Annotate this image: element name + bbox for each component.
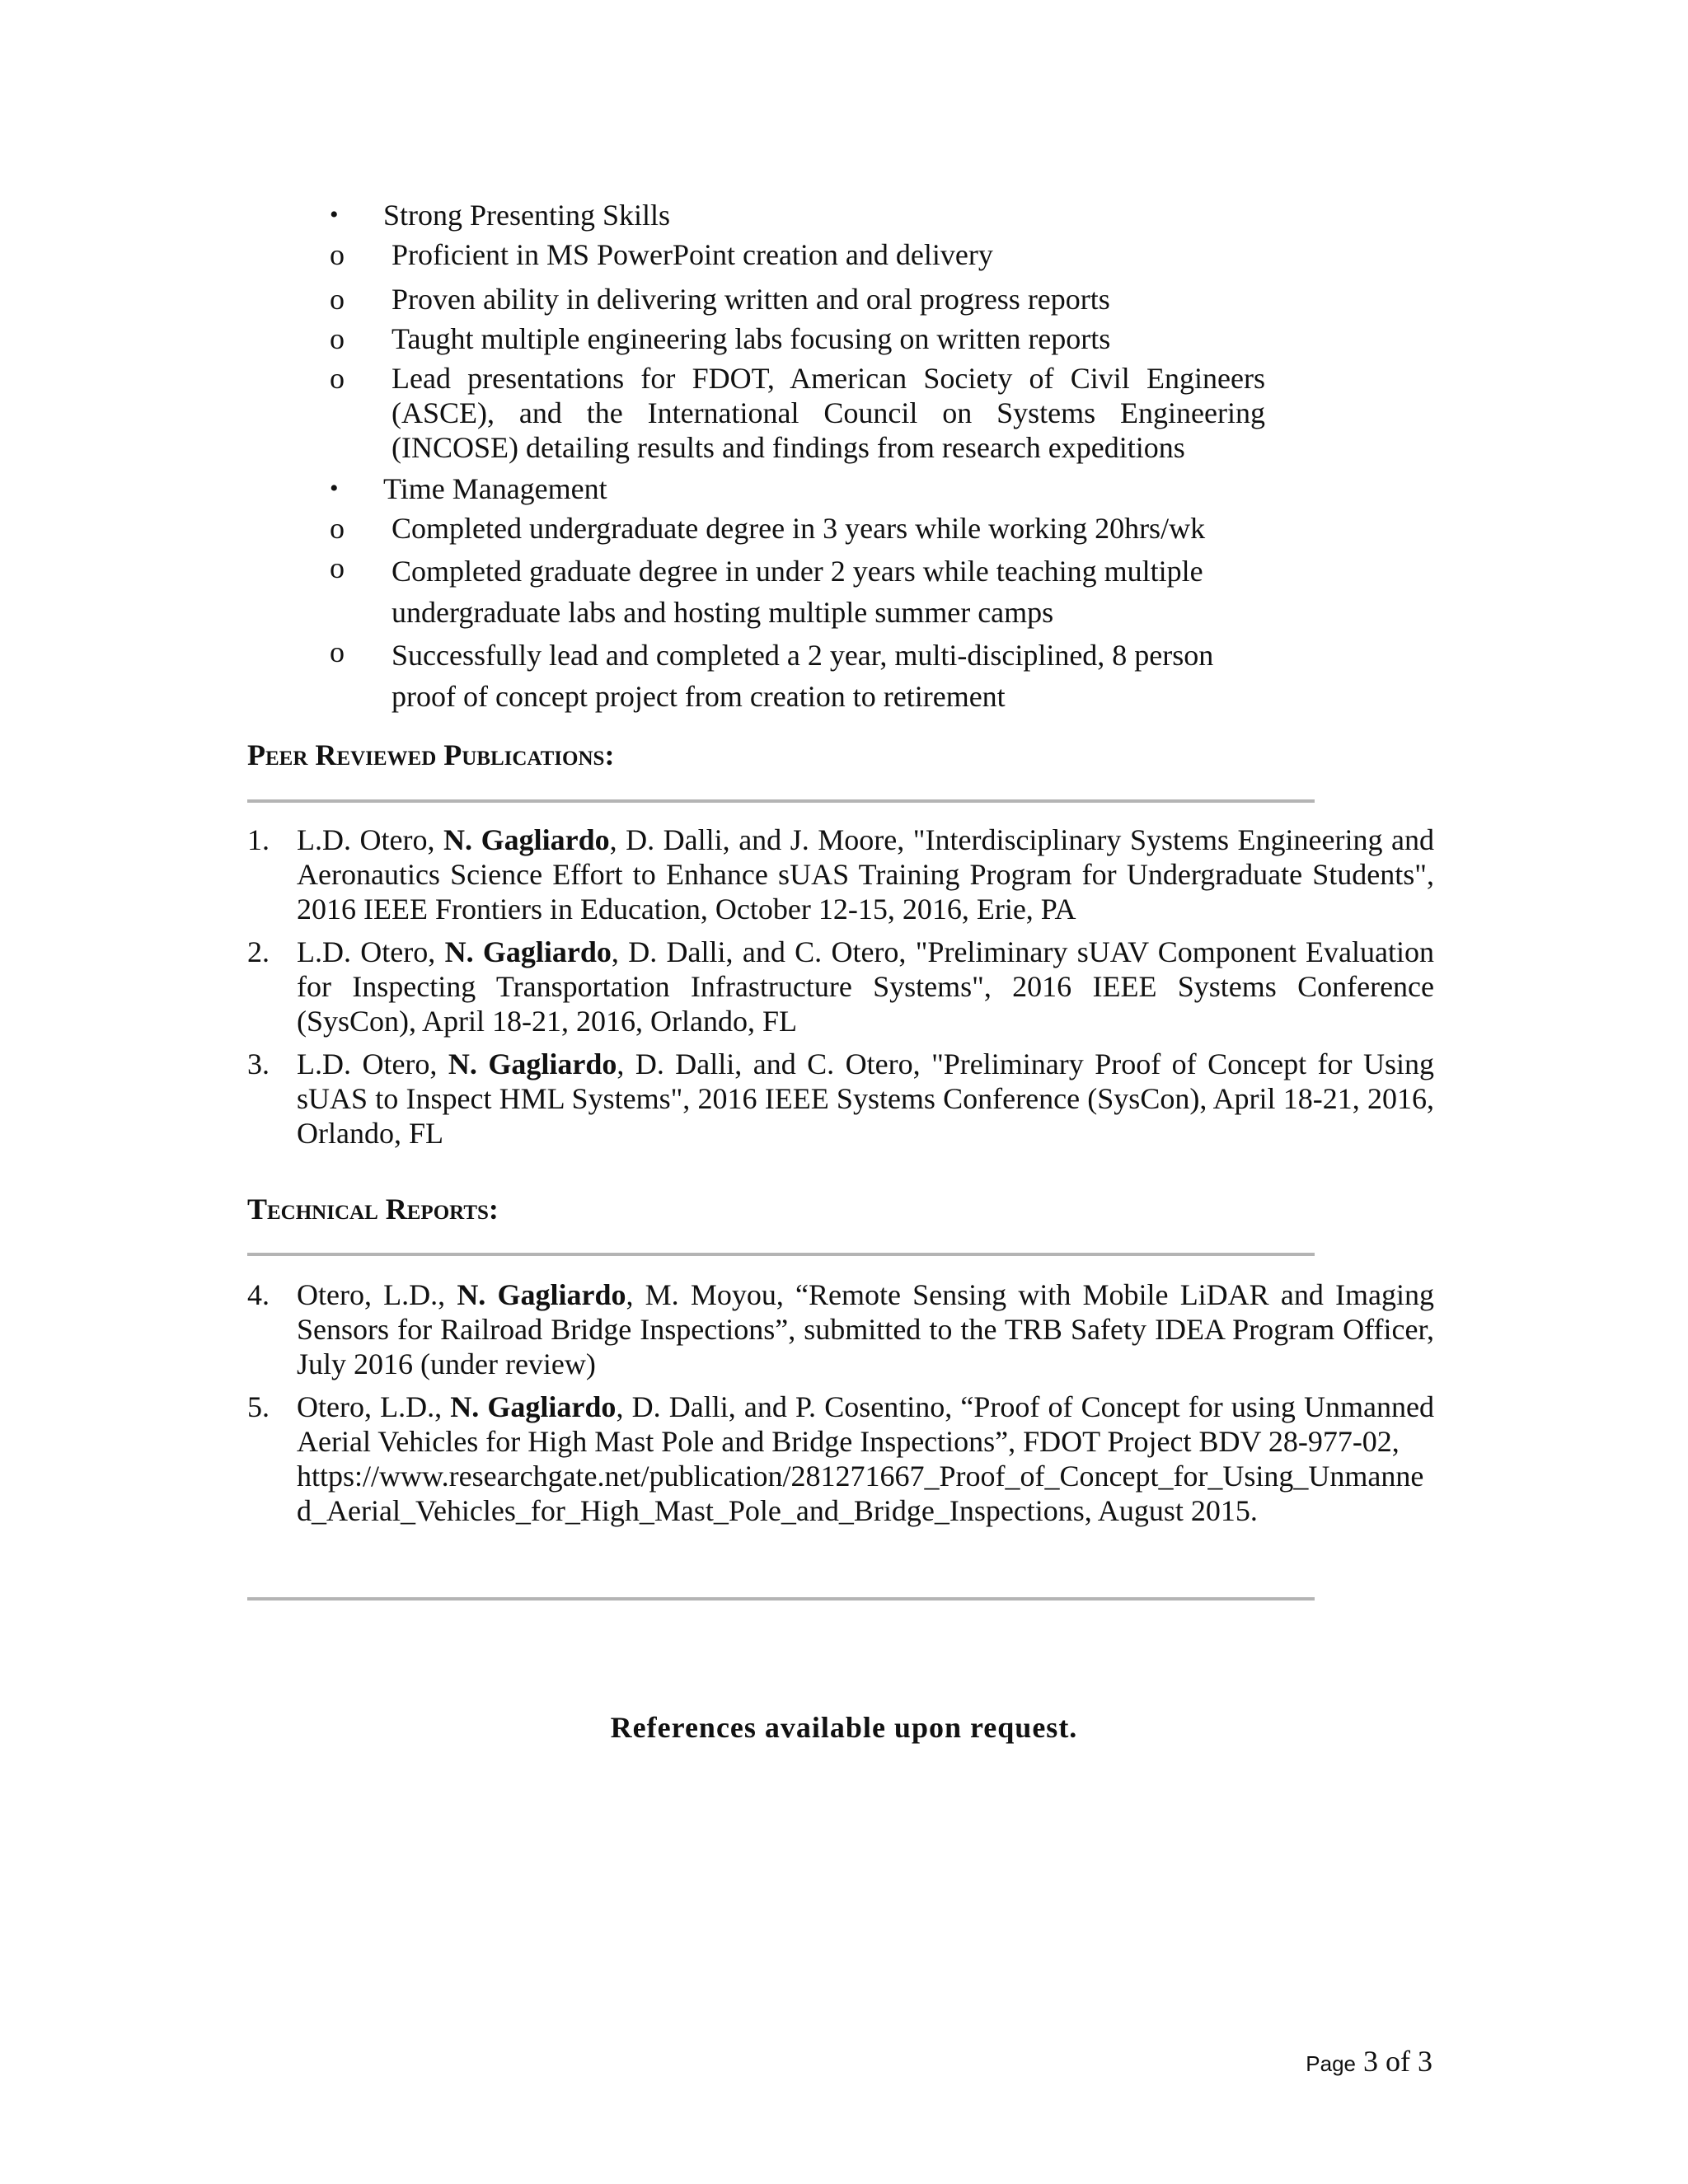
publication-item [247, 935, 1434, 1038]
list-item-text: Taught multiple engineering labs focusing on written reports [392, 322, 1111, 355]
sub-bullet-icon: o [330, 322, 345, 355]
reports-list [247, 1277, 1434, 1536]
report-link[interactable]: https://www.researchgate.net/publication/281271667_Proof_of_Concept_for_Using_Unmanned_Aerial_Vehicles_for_High_Mast_Pole_and_Bridge_Inspections, August 2015. [297, 1460, 1424, 1527]
publication-details: , D. Dalli, and J. Moore, "Interdisciplinary Systems Engineering and Aeronautics Science Effort to Enhance sUAS Training Program for Undergraduate Students", 2016 IEEE Frontiers in Education, October 12-15, 2016, Erie, PA [297, 823, 1434, 926]
list-item-text: Lead presentations for FDOT, American Society of Civil Engineers (ASCE), and the International Council on Systems Engineering (INCOSE) detailing results and findings from research expeditions [392, 362, 1265, 464]
page-total: 3 [1418, 2045, 1432, 2078]
item-number: 5. [247, 1390, 270, 1423]
list-item-text: Proven ability in delivering written and oral progress reports [392, 283, 1110, 316]
list-item [330, 321, 1265, 356]
page-number [1306, 2044, 1432, 2079]
list-item [330, 361, 1265, 465]
page-label: Page [1306, 2051, 1356, 2076]
author-highlight: N. Gagliardo [450, 1390, 617, 1423]
section-divider [247, 1597, 1315, 1601]
publication-authors: L.D. Otero, [297, 1047, 448, 1080]
publication-details: , D. Dalli, and C. Otero, "Preliminary sUAV Component Evaluation for Inspecting Transportation Infrastructure Systems", 2016 IEEE Systems Conference (SysCon), April 18-21, 2016, Orlando, FL [297, 935, 1434, 1038]
report-authors: Otero, L.D., [297, 1390, 451, 1423]
report-details: , M. Moyou, “Remote Sensing with Mobile LiDAR and Imaging Sensors for Railroad Bridge Inspections”, submitted to the TRB Safety IDEA Program Officer, July 2016 (under review) [297, 1278, 1434, 1380]
skill-time-management [330, 471, 1434, 717]
author-highlight: N. Gagliardo [444, 935, 612, 968]
report-item [247, 1277, 1434, 1381]
list-item-text: Completed undergraduate degree in 3 years while working 20hrs/wk [392, 512, 1206, 545]
page-of: of [1386, 2045, 1410, 2078]
publication-details: , D. Dalli, and C. Otero, "Preliminary Proof of Concept for Using sUAS to Inspect HML Systems", 2016 IEEE Systems Conference (SysCon), April 18-21, 2016, Orlando, FL [297, 1047, 1434, 1150]
list-item-text: Successfully lead and completed a 2 year, multi-disciplined, 8 person proof of concept project from creation to retirement [392, 639, 1214, 713]
skill-title: Strong Presenting Skills [383, 199, 671, 232]
publication-item [247, 823, 1434, 926]
bullet-icon: • [330, 475, 339, 502]
report-details: , D. Dalli, and P. Cosentino, “Proof of Concept for using Unmanned Aerial Vehicles for High Mast Pole and Bridge Inspections”, FDOT Project BDV 28-977-02, [297, 1390, 1434, 1458]
skill-sub-list [330, 237, 1434, 465]
list-item [330, 635, 1216, 717]
list-item [330, 282, 1265, 316]
author-highlight: N. Gagliardo [443, 823, 610, 856]
reports-heading: Technical Reports: [247, 1193, 499, 1226]
sub-bullet-icon: o [330, 283, 345, 316]
list-item [330, 237, 1265, 272]
item-number: 1. [247, 823, 270, 856]
skill-sub-list [330, 511, 1434, 717]
report-item [247, 1390, 1434, 1528]
skills-section [330, 198, 1434, 717]
author-highlight: N. Gagliardo [457, 1278, 626, 1311]
publications-heading: Peer Reviewed Publications: [247, 738, 615, 771]
sub-bullet-icon: o [330, 551, 345, 584]
sub-bullet-icon: o [330, 238, 345, 271]
sub-bullet-icon: o [330, 362, 345, 395]
list-item [330, 511, 1265, 546]
list-item [330, 551, 1216, 633]
publication-authors: L.D. Otero, [297, 935, 445, 968]
skill-presenting [330, 198, 1434, 465]
item-number: 2. [247, 935, 270, 968]
section-divider [247, 1253, 1315, 1256]
page-current: 3 [1363, 2045, 1378, 2078]
sub-bullet-icon: o [330, 512, 345, 545]
author-highlight: N. Gagliardo [448, 1047, 617, 1080]
skill-title: Time Management [383, 472, 607, 505]
list-item-text: Proficient in MS PowerPoint creation and delivery [392, 238, 993, 271]
list-item-text: Completed graduate degree in under 2 years while teaching multiple undergraduate labs and hosting multiple summer camps [392, 555, 1203, 629]
publication-authors: L.D. Otero, [297, 823, 444, 856]
section-divider [247, 799, 1315, 803]
publications-list [247, 823, 1434, 1159]
sub-bullet-icon: o [330, 635, 345, 668]
item-number: 3. [247, 1047, 270, 1080]
bullet-icon: • [330, 201, 339, 228]
item-number: 4. [247, 1278, 270, 1311]
references-note: References available upon request. [610, 1711, 1078, 1744]
report-authors: Otero, L.D., [297, 1278, 457, 1311]
publication-item [247, 1047, 1434, 1151]
